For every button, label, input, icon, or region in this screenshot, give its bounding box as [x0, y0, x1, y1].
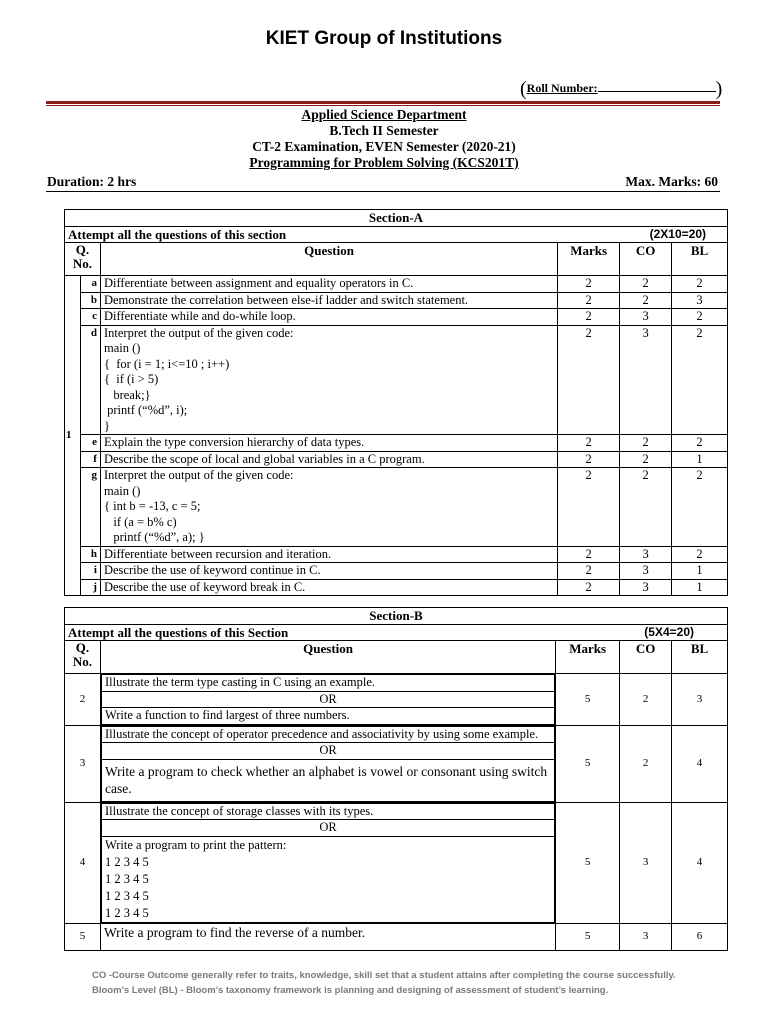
col-co: CO	[620, 243, 672, 276]
marks-value: 2	[558, 309, 620, 326]
question-text: Differentiate between recursion and iteration.	[100, 546, 557, 563]
marks-value: 2	[558, 276, 620, 293]
marks-value: 2	[558, 468, 620, 547]
col-co: CO	[620, 641, 672, 674]
table-row	[65, 468, 728, 547]
question-number: 5	[65, 923, 101, 950]
table-row	[65, 674, 728, 726]
header-divider	[46, 191, 720, 192]
table-row	[65, 292, 728, 309]
question-text: Interpret the output of the given code: main () { for (i = 1; i<=10 ; i++) { if (i > 5) break;} printf (“%d”, i); }	[100, 325, 557, 435]
co-value: 2	[620, 451, 672, 468]
bl-value: 6	[672, 923, 728, 950]
question-text	[100, 802, 555, 923]
question-text: Interpret the output of the given code: main () { int b = -13, c = 5; if (a = b% c) printf (“%d”, a); }	[100, 468, 557, 547]
roll-number-label: Roll Number:	[526, 81, 598, 95]
question-number: 3	[65, 725, 101, 802]
co-note: CO -Course Outcome generally refer to traits, knowledge, skill set that a student attains after completing the course successfully.	[92, 970, 676, 981]
option-1: Illustrate the concept of operator precedence and associativity by using some example.	[101, 726, 554, 743]
duration: Duration: 2 hrs	[47, 174, 137, 189]
section-b-title: Section-B	[65, 608, 728, 625]
bl-value: 2	[672, 309, 728, 326]
question-text: Describe the use of keyword continue in C.	[100, 563, 557, 580]
bl-value: 1	[672, 563, 728, 580]
co-value: 3	[620, 802, 672, 923]
co-value: 3	[620, 579, 672, 596]
institution-title: KIET Group of Institutions	[265, 28, 503, 49]
bl-value: 1	[672, 451, 728, 468]
table-row	[65, 309, 728, 326]
marks-value: 2	[558, 546, 620, 563]
question-text	[100, 725, 555, 802]
table-row	[65, 563, 728, 580]
header-rule-thin	[46, 105, 720, 106]
code-snippet: main () { for (i = 1; i<=10 ; i++) { if (i > 5) break;} printf (“%d”, i); }	[103, 341, 230, 433]
code-snippet: main () { int b = -13, c = 5; if (a = b% c) printf (“%d”, a); }	[103, 483, 205, 544]
question-text: Describe the use of keyword break in C.	[100, 579, 557, 596]
roll-number-field: (Roll Number: )	[520, 78, 723, 100]
bl-value: 2	[672, 325, 728, 435]
co-value: 3	[620, 325, 672, 435]
marks-value: 2	[558, 451, 620, 468]
table-row	[65, 802, 728, 923]
question-number: 1	[65, 276, 81, 596]
item-letter: b	[80, 292, 100, 309]
col-question: Question	[100, 641, 555, 674]
co-value: 3	[620, 563, 672, 580]
item-letter: f	[80, 451, 100, 468]
bl-value: 3	[672, 292, 728, 309]
item-letter: e	[80, 435, 100, 452]
bl-note: Bloom’s Level (BL) - Bloom’s taxonomy framework is planning and designing of assessment of student’s learning.	[92, 985, 609, 996]
exam-name: CT-2 Examination, EVEN Semester (2020-21)	[252, 139, 516, 154]
section-a-scheme: (2X10=20)	[649, 226, 706, 241]
option-1: Illustrate the concept of storage classes with its types.	[101, 803, 554, 820]
section-b-table	[64, 607, 728, 951]
bl-value: 1	[672, 579, 728, 596]
question-text: Demonstrate the correlation between else-if ladder and switch statement.	[100, 292, 557, 309]
subject: Programming for Problem Solving (KCS201T)	[249, 155, 519, 170]
table-row	[65, 923, 728, 950]
item-letter: h	[80, 546, 100, 563]
table-row	[65, 451, 728, 468]
max-marks: Max. Marks: 60	[625, 174, 718, 189]
table-row	[65, 435, 728, 452]
marks-value: 2	[558, 579, 620, 596]
department: Applied Science Department	[301, 107, 467, 122]
co-value: 3	[620, 546, 672, 563]
section-b-scheme: (5X4=20)	[644, 624, 694, 639]
co-value: 2	[620, 725, 672, 802]
section-b-instruction: Attempt all the questions of this Section (5X4=20)	[65, 624, 728, 641]
option-2: Write a function to find largest of three numbers.	[101, 708, 554, 725]
or-label: OR	[101, 743, 554, 760]
col-question: Question	[100, 243, 557, 276]
bl-value: 4	[672, 802, 728, 923]
item-letter: g	[80, 468, 100, 547]
col-qno: Q. No.	[65, 641, 101, 674]
co-value: 2	[620, 674, 672, 726]
bl-value: 2	[672, 276, 728, 293]
marks-value: 2	[558, 435, 620, 452]
question-text: Describe the scope of local and global variables in a C program.	[100, 451, 557, 468]
or-label: OR	[101, 820, 554, 837]
question-text: Differentiate while and do-while loop.	[100, 309, 557, 326]
col-marks: Marks	[558, 243, 620, 276]
table-row	[65, 325, 728, 435]
co-value: 3	[620, 309, 672, 326]
bl-value: 4	[672, 725, 728, 802]
item-letter: a	[80, 276, 100, 293]
marks-value: 2	[558, 563, 620, 580]
marks-value: 2	[558, 325, 620, 435]
semester: B.Tech II Semester	[329, 123, 439, 138]
marks-value: 5	[556, 802, 620, 923]
section-a-title: Section-A	[65, 210, 728, 227]
or-label: OR	[101, 691, 554, 708]
co-value: 2	[620, 276, 672, 293]
marks-value: 5	[556, 674, 620, 726]
marks-value: 2	[558, 292, 620, 309]
bl-value: 2	[672, 546, 728, 563]
question-text: Explain the type conversion hierarchy of data types.	[100, 435, 557, 452]
bl-value: 2	[672, 435, 728, 452]
question-text: Write a program to find the reverse of a number.	[100, 923, 555, 950]
item-letter: j	[80, 579, 100, 596]
question-text: Differentiate between assignment and equality operators in C.	[100, 276, 557, 293]
bl-value: 3	[672, 674, 728, 726]
table-row	[65, 546, 728, 563]
co-value: 2	[620, 468, 672, 547]
item-letter: c	[80, 309, 100, 326]
question-number: 4	[65, 802, 101, 923]
marks-value: 5	[556, 923, 620, 950]
co-value: 2	[620, 292, 672, 309]
col-qno: Q. No.	[65, 243, 101, 276]
item-letter: i	[80, 563, 100, 580]
col-marks: Marks	[556, 641, 620, 674]
section-a-table	[64, 209, 728, 596]
question-number: 2	[65, 674, 101, 726]
marks-value: 5	[556, 725, 620, 802]
col-bl: BL	[672, 243, 728, 276]
question-text	[100, 674, 555, 726]
option-2: Write a program to check whether an alphabet is vowel or consonant using switch case.	[101, 759, 554, 801]
header-rule	[46, 101, 720, 104]
item-letter: d	[80, 325, 100, 435]
section-a-instruction: Attempt all the questions of this section (2X10=20)	[65, 226, 728, 243]
co-value: 2	[620, 435, 672, 452]
bl-value: 2	[672, 468, 728, 547]
table-row	[65, 276, 728, 293]
option-1: Illustrate the term type casting in C using an example.	[101, 675, 554, 692]
table-row	[65, 725, 728, 802]
col-bl: BL	[672, 641, 728, 674]
option-2: Write a program to print the pattern: 1 2 3 4 5 1 2 3 4 5 1 2 3 4 5 1 2 3 4 5	[101, 836, 554, 922]
co-value: 3	[620, 923, 672, 950]
table-row	[65, 579, 728, 596]
